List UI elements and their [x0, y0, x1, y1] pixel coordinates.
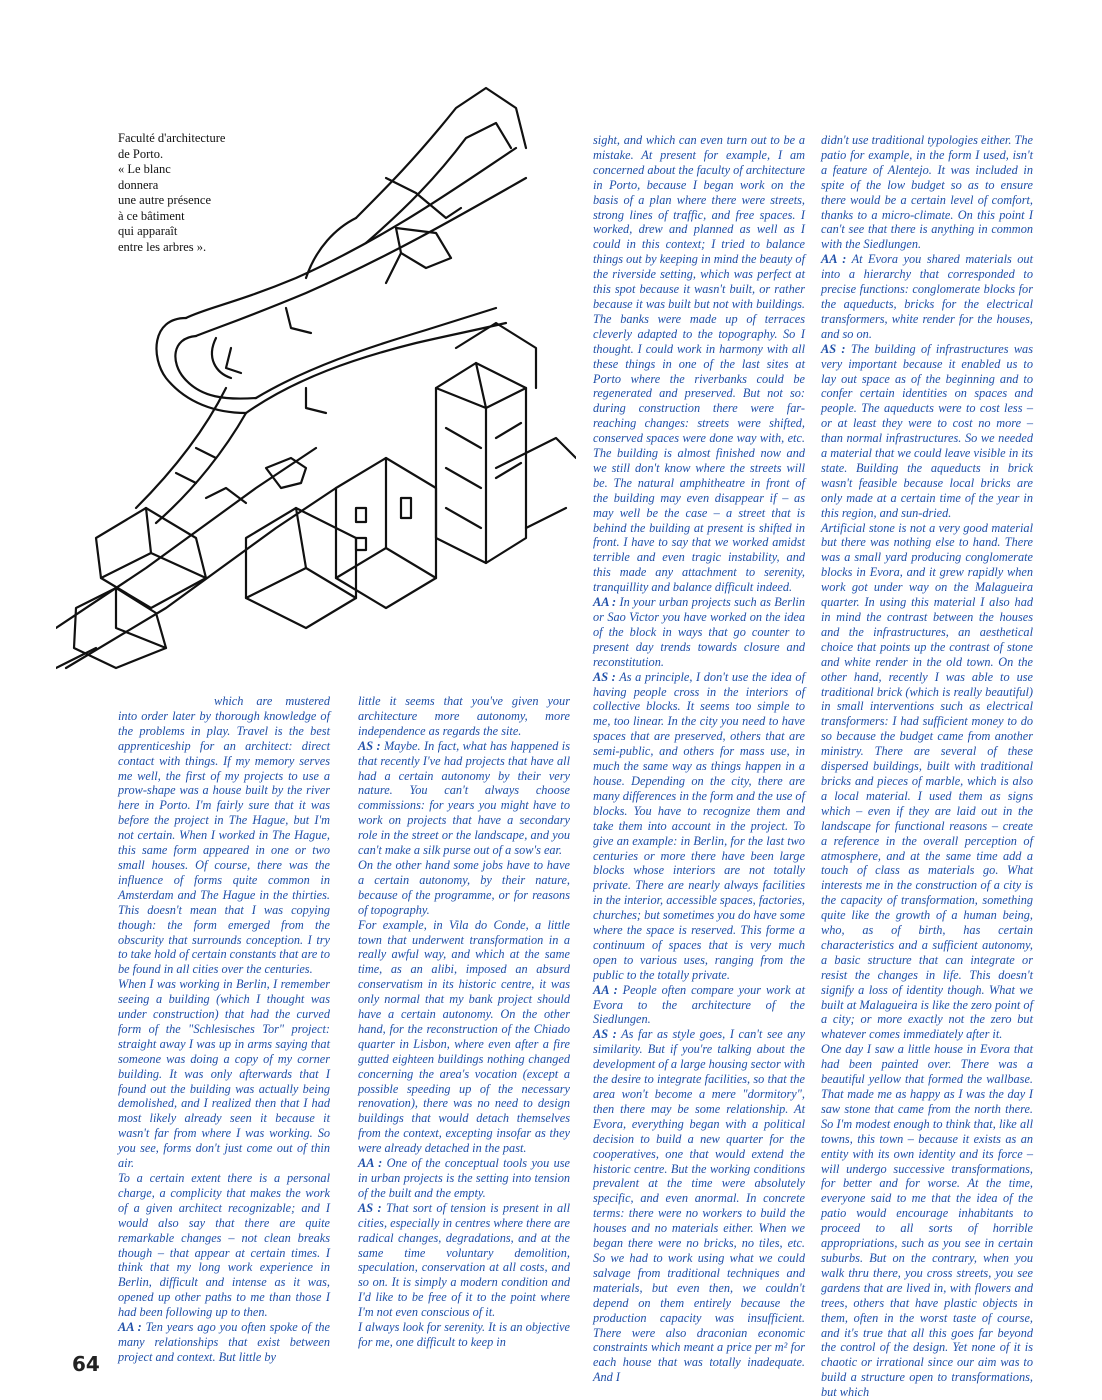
paragraph: [821, 342, 1033, 521]
page-number: 64: [72, 1352, 100, 1376]
figure-caption: Faculté d'architecture de Porto. « Le blanc donnera une autre présence à ce bâtiment qui apparaît entre les arbres ».: [118, 131, 226, 254]
paragraph-text: One of the conceptual tools you use in urban projects is the setting into tension of the built and the empty.: [358, 1156, 570, 1200]
paragraph-text: In your urban projects such as Berlin or Sao Victor you have worked on the idea of the block in ways that go counter to present day trends towards closure and reconstitution.: [593, 595, 805, 669]
paragraph-text: which are mustered into order later by thorough knowledge of the problems in play. Travel is the best apprenticeship for an architect: direct contact with things. If my memory serves me well, the first of my projects to use a prow-shape was a house built by the river here in Porto. I'm fairly sure that it was before the project in The Hague, but I'm not certain. When I worked in The Hague, this same form appeared in one or two small houses. Of course, there was the influence of forms quite common in Amsterdam and The Hague in the thirties. This doesn't mean that I was copying though: the form emerged from the obscurity that surrounds conception. I try to take hold of certain constants that are to be found in all cities over the centuries.: [118, 694, 330, 977]
speaker-label: AS :: [593, 669, 616, 684]
text-column-1: [118, 694, 330, 1364]
text-column-2: [358, 694, 570, 1364]
paragraph-text: On the other hand some jobs have to have a certain autonomy, by their nature, because of the programme, or for reasons of topography.: [358, 857, 570, 917]
speaker-label: AA :: [593, 595, 617, 610]
paragraph: [593, 670, 805, 983]
paragraph-text: Artificial stone is not a very good material but there was nothing else to hand. There was a small yard producing conglomerate blocks in Evora, and it grew rapidly when work got under way on the Malagueira quarter. In using this material I also had in mind the contrast between the houses and the infrastructures, an aesthetical choice that points up the contrast of stone and white render in the old town. On the other hand, recently I was able to use traditional brick (which is really beautiful) in small interventions such as electrical transformers: I had sufficient money to do so because the budget came from another ministry. There are several of these dispersed buildings, built with traditional bricks and pieces of marble, which is also a local material. I used them as signs which – even if they are laid out in the landscape for functional reasons – create a reference in the overall perception of atmosphere, and at the same time add a touch of class as materials go. What interests me in the construction of a city is the capacity of transformation, something quite like the growth of a human being, who, as of birth, has certain characteristics and a sufficient autonomy, a basic structure that can integrate or resist the changes in life. This doesn't signify a loss of identity though. What we built at Malagueira is like the zero point of a city; or more exactly not the zero but whatever comes immediately after it.: [821, 520, 1033, 1042]
paragraph-text: I always look for serenity. It is an objective for me, one difficult to keep in: [358, 1320, 570, 1349]
speaker-label: AS :: [358, 1200, 382, 1215]
paragraph: [821, 133, 1033, 252]
speaker-label: AA :: [593, 982, 618, 997]
paragraph: [358, 1201, 570, 1320]
paragraph-text: As a principle, I don't use the idea of having people cross in the interiors of collective blocks. It seems too simple to me, too linear. In the city you need to have spaces that are preserved, others that are semi-public, and others for mass use, in much the same way as things happen in a house. Depending on the city, there are many differences in the form and the use of blocks. You have to recognize them and take them into account in the project. To give an example: in Berlin, for the last two centuries or more there have been large blocks whose interiors are not totally private. There are nearly always facilities in the interior, accessible spaces, factories, churches; but sometimes you do have some where the space is reserved. This forme a continuum of spaces that is very much open to various uses, ranging from the public to the totally private.: [593, 669, 805, 982]
paragraph: [821, 1042, 1033, 1400]
paragraph-text: At Evora you shared materials out into a hierarchy that corresponded to precise functions: conglomerate blocks for the aqueducts, bricks for the electrical transformers, white render for the houses, and so on.: [821, 252, 1033, 341]
paragraph-text: When I was working in Berlin, I remember seeing a building (which I thought was under construction) that had the curved form of the "Schlesisches Tor" project: straight away I was up in arms saying that someone was doing a copy of my corner building. It was only afterwards that I found out the building was actually being demolished, and I realized then that I had most likely already seen it because it wasn't far from where I was working. So you see, forms don't just come out of thin air.: [118, 977, 330, 1171]
speaker-label: AS :: [821, 341, 846, 356]
paragraph: [358, 858, 570, 918]
paragraph: [593, 133, 805, 595]
paragraph-text: Ten years ago you often spoke of the many relationships that exist between project and context. But little by: [118, 1320, 330, 1364]
paragraph: [118, 977, 330, 1171]
paragraph-text: sight, and which can even turn out to be a mistake. At present for example, I am concerned about the faculty of architecture in Porto, because I began work on the basis of a plan where there were streets, strong lines of traffic, and free spaces. I worked, drew and planned as well as I could in this context; I tried to balance things out by keeping in mind the beauty of the riverside setting, which was perfect at this spot because it wasn't built, or rather because it was built but not with buildings. The banks were made up of terraces cleverly adapted to the topography. So I thought. I could work in harmony with all these things in one of the last sites at Porto where the riverbanks could be regenerated and preserved. But not so: during construction there were far-reaching changes: streets were shifted, conserved spaces were done way with, etc. The building is almost finished now and we still don't know where the streets will be. The natural amphitheatre in front of the building may even disappear if – as may well be the case – a street that is behind the building at present is shifted in front. I have to say that we worked amidst terrible and even tragic instability, and this made any attachment to serenity, tranquillity and balance difficult indeed.: [593, 133, 805, 595]
speaker-label: AA :: [358, 1156, 383, 1171]
paragraph-text: To a certain extent there is a personal charge, a complicity that makes the work of a given architect recognizable; and I would also say that there are quite remarkable changes – not clean breaks though – that appear at certain times. I think that my long work experience in Berlin, difficult and intense as it was, opened up other paths to me than those I had been following up to then.: [118, 1171, 330, 1320]
speaker-label: AS :: [593, 1027, 617, 1042]
paragraph-text: One day I saw a little house in Evora that had been painted over. There was a beautiful yellow that formed the wallbase. That made me as happy as I was the day I saw stone that came from the north there. So I'm modest enough to think that, like all towns, this town – because it exists as an entity with its own identity and its force – will undergo successive transformations, for better and for worse. At the time, everyone said to me that the idea of the patio would encourage inhabitants to proceed to all sorts of horrible appropriations, such as you see in certain suburbs. But on the contrary, when you walk thru there, you cross streets, you see gardens that are lived in, with flowers and trees, others that have plastic objects in them, often in the worst taste of course, and it's true that all this goes far beyond the control of the design. Yet none of it is chaotic or irrational since our aim was to build a structure open to transformations, but which: [821, 1042, 1033, 1400]
text-column-4: [821, 133, 1033, 1400]
paragraph: [358, 739, 570, 858]
paragraph: [358, 918, 570, 1157]
paragraph-text: For example, in Vila do Conde, a little town that underwent transformation in a really awful way, and which at the same time, as an alibi, imposed an absurd conservatism in its historic centre, it was only normal that my bank project should have a certain autonomy. On the other hand, for the reconstruction of the Chiado quarter in Lisbon, where even after a fire gutted eighteen buildings nothing changed concerning the area's vocation (except a possible speeding up of the necessary renovation), there was no need to design buildings that would detach themselves from the context, excepting insofar as they were already detached in the past.: [358, 917, 570, 1156]
paragraph: [118, 1320, 330, 1365]
speaker-label: AA :: [821, 252, 847, 267]
speaker-label: AS :: [358, 738, 381, 753]
paragraph-text: People often compare your work at Evora to the architecture of the Siedlungen.: [593, 982, 805, 1027]
paragraph-text: That sort of tension is present in all cities, especially in centres where there are radical changes, degradations, and at the same time voluntary demolition, speculation, conservation at all costs, and so on. It is simply a modern condition and I'd like to be free of it to the point where I'm not even conscious of it.: [358, 1200, 570, 1320]
paragraph: [358, 1320, 570, 1350]
paragraph: [358, 1156, 570, 1201]
paragraph: [821, 521, 1033, 1043]
paragraph: [821, 252, 1033, 341]
paragraph-text: didn't use traditional typologies either. The patio for example, in the form I used, isn't a feature of Alentejo. It was included in spite of the low budget so as to ensure there would be a certain level of comfort, thanks to a micro-climate. On this point I can't see that there is anything in common with the Siedlungen.: [821, 133, 1033, 252]
paragraph: [118, 1171, 330, 1320]
paragraph: [593, 595, 805, 670]
text-column-3: [593, 133, 806, 1385]
paragraph-text: The building of infrastructures was very important because it enabled us to lay out space as of the beginning and to confer certain identities on spaces and people. The aqueducts were to cost less – or at least they were to cost no more – than normal infrastructures. So we needed a material that we could leave visible in its state. Building the aqueducts in brick wasn't feasible because local bricks are only made at a certain time of the year in this region, and sun-dried.: [821, 341, 1033, 520]
paragraph-text: little it seems that you've given your architecture more autonomy, more independence as regards the site.: [358, 694, 570, 738]
paragraph: [118, 694, 330, 977]
paragraph-text: As far as style goes, I can't see any similarity. But if you're talking about the development of a large housing sector with the desire to integrate facilities, so that the area won't become a mere "dormitory", then there may be some relationship. At Evora, everything began with a political decision to build a new quarter for the cooperatives, one that would extend the historic centre. But the working conditions prevalent at the time were absolutely specific, and even anormal. In concrete terms: there were no workers to build the houses and no materials either. When we began there were no bricks, no tiles, etc. So we had to work using what we could salvage from traditional techniques and materials, but even then, we couldn't depend on them entirely because the production capacity was insufficient. There were also draconian economic constraints which meant a price per m² for each house that was totally inadequate. And I: [593, 1027, 806, 1385]
paragraph: [593, 983, 805, 1028]
paragraph: [358, 694, 570, 739]
speaker-label: AA :: [118, 1320, 142, 1335]
paragraph-text: Maybe. In fact, what has happened is that recently I've had projects that have all had a certain autonomy by their very nature. You can't always choose commissions: for years you might have to work on projects that have a secondary role in the street or the landscape, and you can't make a silk purse out of a sow's ear.: [358, 738, 570, 858]
paragraph: [593, 1027, 805, 1385]
